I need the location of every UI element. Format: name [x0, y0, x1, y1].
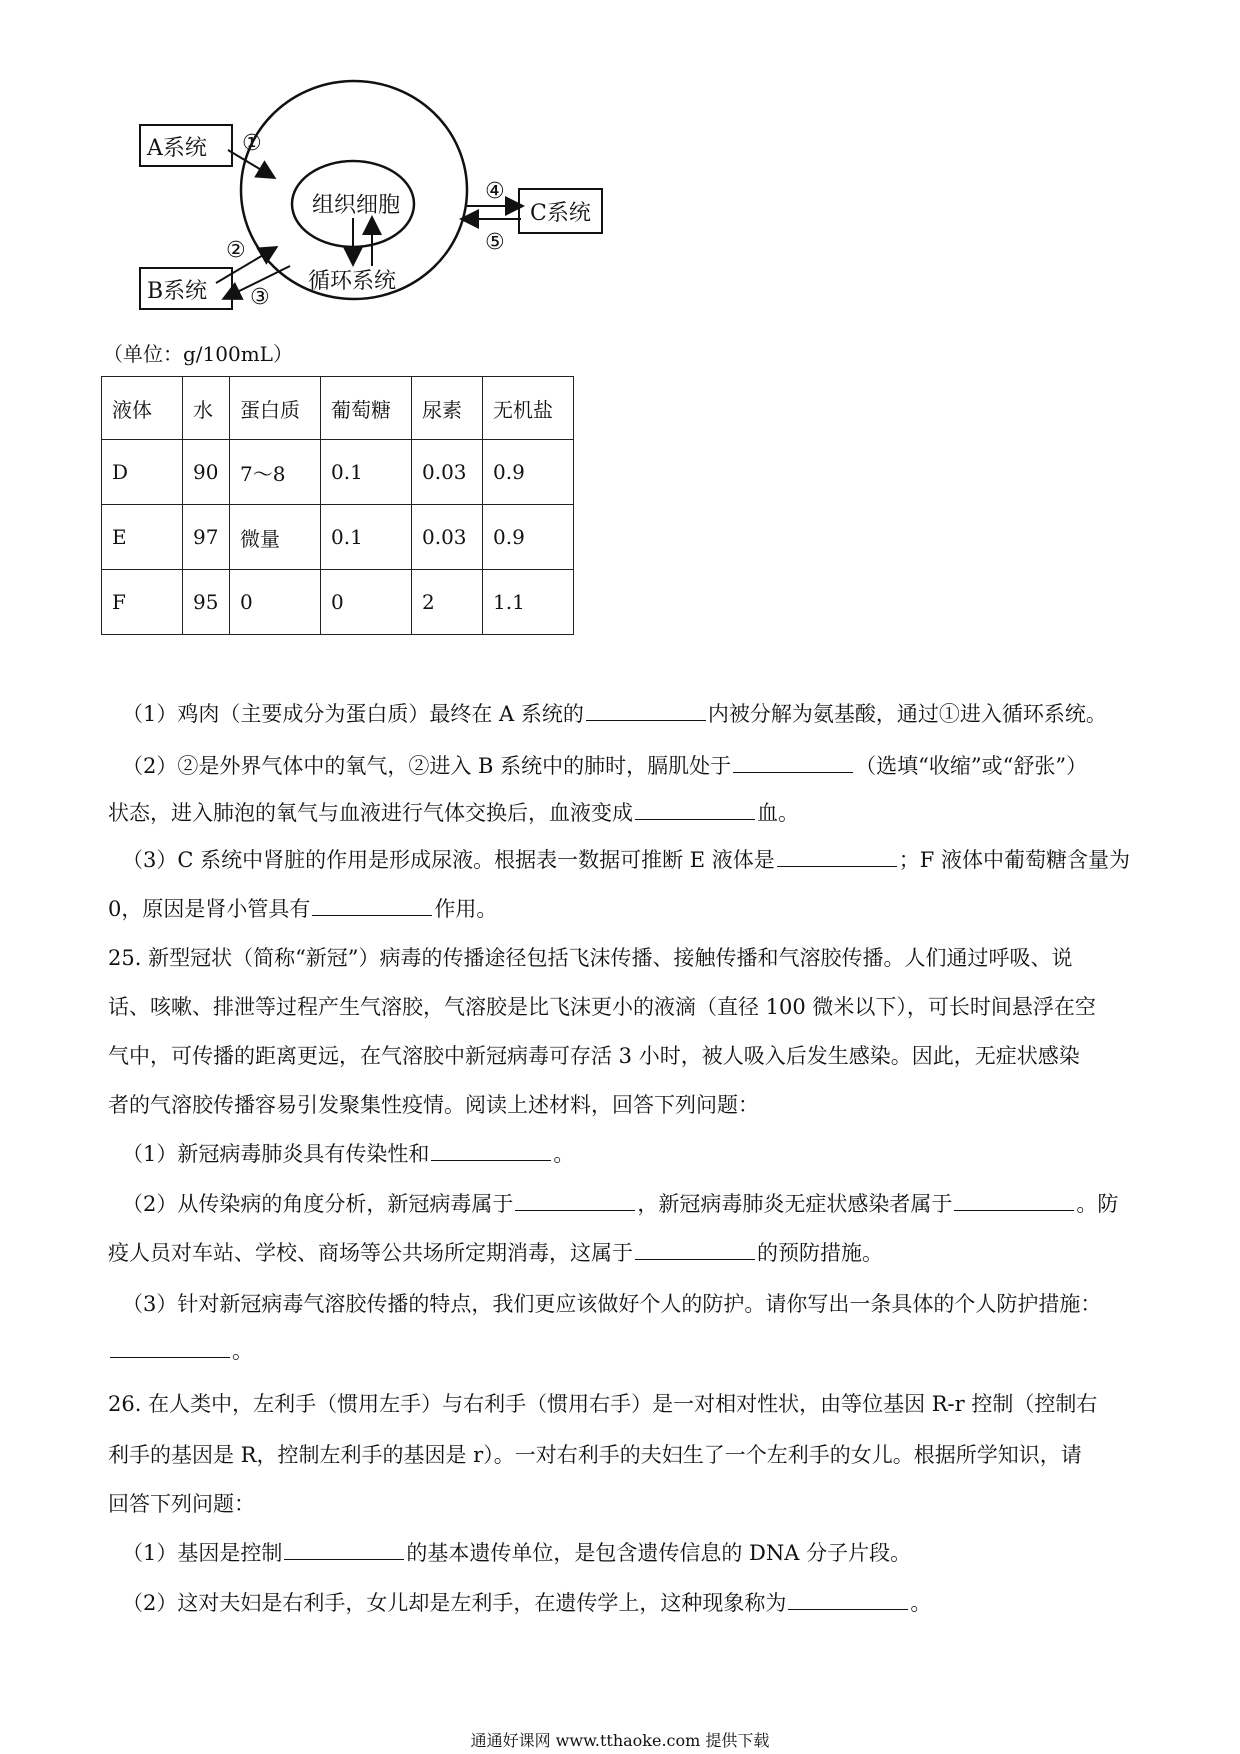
q25-stem-line: 气中，可传播的距离更远，在气溶胶中新冠病毒可存活 3 小时，被人吸入后发生感染。因此，无症状感染	[108, 1044, 1080, 1068]
q25-p2-text-d: 疫人员对车站、学校、商场等公共场所定期消毒，这属于	[108, 1241, 633, 1265]
q24-part3	[122, 844, 1130, 874]
answer-blank[interactable]	[954, 1192, 1074, 1211]
answer-blank[interactable]	[635, 1241, 755, 1260]
table-cell: E	[102, 505, 183, 570]
q24-part2	[122, 750, 1087, 780]
q24-p1-text-a: （1）鸡肉（主要成分为蛋白质）最终在 A 系统的	[122, 702, 584, 726]
q25-p2-text-e: 的预防措施。	[757, 1241, 883, 1265]
q24-p2-text-d: 血。	[757, 801, 799, 825]
system-c-label: C系统	[530, 201, 591, 226]
circulatory-system-label: 循环系统	[308, 269, 397, 294]
table-cell: 0.9	[483, 440, 574, 505]
table-cell: 0.1	[321, 505, 412, 570]
q24-p2-text-c: 状态，进入肺泡的氧气与血液进行气体交换后，血液变成	[108, 801, 633, 825]
q25-part3: （3）针对新冠病毒气溶胶传播的特点，我们更应该做好个人的防护。请你写出一条具体的个人防护措施：	[122, 1292, 1102, 1316]
q24-p3-text-c: 0，原因是肾小管具有	[108, 897, 311, 921]
answer-blank[interactable]	[788, 1591, 908, 1610]
system-b-label: B系统	[147, 279, 208, 304]
q25-p3-text-b: 。	[232, 1339, 253, 1363]
q25-part1	[122, 1138, 574, 1168]
table-cell: D	[102, 440, 183, 505]
table-cell: 0	[230, 570, 321, 635]
q26-p2-text-a: （2）这对夫妇是右利手，女儿却是左利手，在遗传学上，这种现象称为	[122, 1591, 787, 1615]
marker-5: ⑤	[485, 230, 505, 255]
table-cell: 90	[183, 440, 230, 505]
page-footer: 通通好课网 www.tthaoke.com 提供下载	[470, 1731, 770, 1750]
table-header-cell: 无机盐	[483, 377, 574, 440]
q26-stem-line: 利手的基因是 R，控制左利手的基因是 r）。一对右利手的夫妇生了一个左利手的女儿。根据所学知识，请	[108, 1443, 1082, 1467]
q25-stem-line: 话、咳嗽、排泄等过程产生气溶胶，气溶胶是比飞沫更小的液滴（直径 100 微米以下），可长时间悬浮在空	[108, 995, 1096, 1019]
unit-label: （单位：g/100mL）	[103, 342, 293, 366]
answer-blank[interactable]	[431, 1142, 551, 1161]
table-header-row	[102, 377, 574, 440]
q24-p3-text-b: ；F 液体中葡萄糖含量为	[898, 848, 1131, 872]
q26-p1-text-b: 的基本遗传单位，是包含遗传信息的 DNA 分子片段。	[406, 1541, 912, 1565]
q24-part3-cont	[108, 893, 497, 923]
system-a-label: A系统	[147, 136, 207, 161]
q26-stem-line: 26. 在人类中，左利手（惯用左手）与右利手（惯用右手）是一对相对性状，由等位基因 R-r 控制（控制右	[108, 1392, 1098, 1416]
q25-p2-text-a: （2）从传染病的角度分析，新冠病毒属于	[122, 1192, 514, 1216]
marker-1: ①	[242, 131, 262, 156]
answer-blank[interactable]	[586, 702, 706, 721]
table-cell: 0.03	[412, 440, 483, 505]
body-systems-diagram	[0, 0, 1240, 320]
table-cell: 0	[321, 570, 412, 635]
fluid-composition-table	[101, 376, 574, 635]
q25-p2-text-b: ，新冠病毒肺炎无症状感染者属于	[637, 1192, 953, 1216]
q26-p2-text-b: 。	[910, 1591, 932, 1615]
marker-3: ③	[250, 285, 270, 310]
table-cell: 微量	[230, 505, 321, 570]
table-cell: 0.1	[321, 440, 412, 505]
answer-blank[interactable]	[515, 1192, 635, 1211]
q24-p3-text-a: （3）C 系统中肾脏的作用是形成尿液。根据表一数据可推断 E 液体是	[122, 848, 775, 872]
q25-part3-cont	[108, 1335, 253, 1365]
q24-p1-text-b: 内被分解为氨基酸，通过①进入循环系统。	[707, 702, 1107, 726]
table-row	[102, 505, 574, 570]
table-cell: 1.1	[483, 570, 574, 635]
table-cell: F	[102, 570, 183, 635]
q25-p1-text-a: （1）新冠病毒肺炎具有传染性和	[122, 1142, 430, 1166]
q24-p2-text-a: （2）②是外界气体中的氧气，②进入 B 系统中的肺时，膈肌处于	[122, 754, 732, 778]
table-row	[102, 570, 574, 635]
q25-stem-line: 者的气溶胶传播容易引发聚集性疫情。阅读上述材料，回答下列问题：	[108, 1093, 759, 1117]
q26-part2	[122, 1587, 931, 1617]
table-cell: 2	[412, 570, 483, 635]
table-header-cell: 液体	[102, 377, 183, 440]
outer-circle	[241, 81, 467, 299]
table-header-cell: 葡萄糖	[321, 377, 412, 440]
q24-part1	[122, 698, 1107, 728]
answer-blank[interactable]	[777, 848, 897, 867]
q25-part2	[122, 1188, 1118, 1218]
table-cell: 7～8	[230, 440, 321, 505]
q26-stem-line: 回答下列问题：	[108, 1492, 255, 1516]
marker-2: ②	[226, 238, 246, 263]
answer-blank[interactable]	[284, 1541, 404, 1560]
table-cell: 95	[183, 570, 230, 635]
q24-p3-text-d: 作用。	[434, 897, 498, 921]
answer-blank[interactable]	[312, 897, 432, 916]
q26-p1-text-a: （1）基因是控制	[122, 1541, 283, 1565]
table-cell: 0.9	[483, 505, 574, 570]
table-header-cell: 蛋白质	[230, 377, 321, 440]
table-row	[102, 440, 574, 505]
q25-part2-cont	[108, 1237, 883, 1267]
tissue-cells-label: 组织细胞	[312, 193, 401, 218]
q25-stem-line: 25. 新型冠状（简称“新冠”）病毒的传播途径包括飞沫传播、接触传播和气溶胶传播。人们通过呼吸、说	[108, 946, 1073, 970]
q24-part2-cont	[108, 797, 799, 827]
table-cell: 97	[183, 505, 230, 570]
q26-part1	[122, 1537, 911, 1567]
q25-p1-text-b: 。	[553, 1142, 575, 1166]
answer-blank[interactable]	[635, 801, 755, 820]
marker-4: ④	[485, 179, 505, 204]
answer-blank[interactable]	[733, 754, 853, 773]
table-cell: 0.03	[412, 505, 483, 570]
table-header-cell: 尿素	[412, 377, 483, 440]
q25-p2-text-c: 。防	[1076, 1192, 1119, 1216]
table-header-cell: 水	[183, 377, 230, 440]
answer-blank[interactable]	[110, 1339, 230, 1358]
q24-p2-text-b: （选填“收缩”或“舒张”）	[855, 754, 1088, 778]
